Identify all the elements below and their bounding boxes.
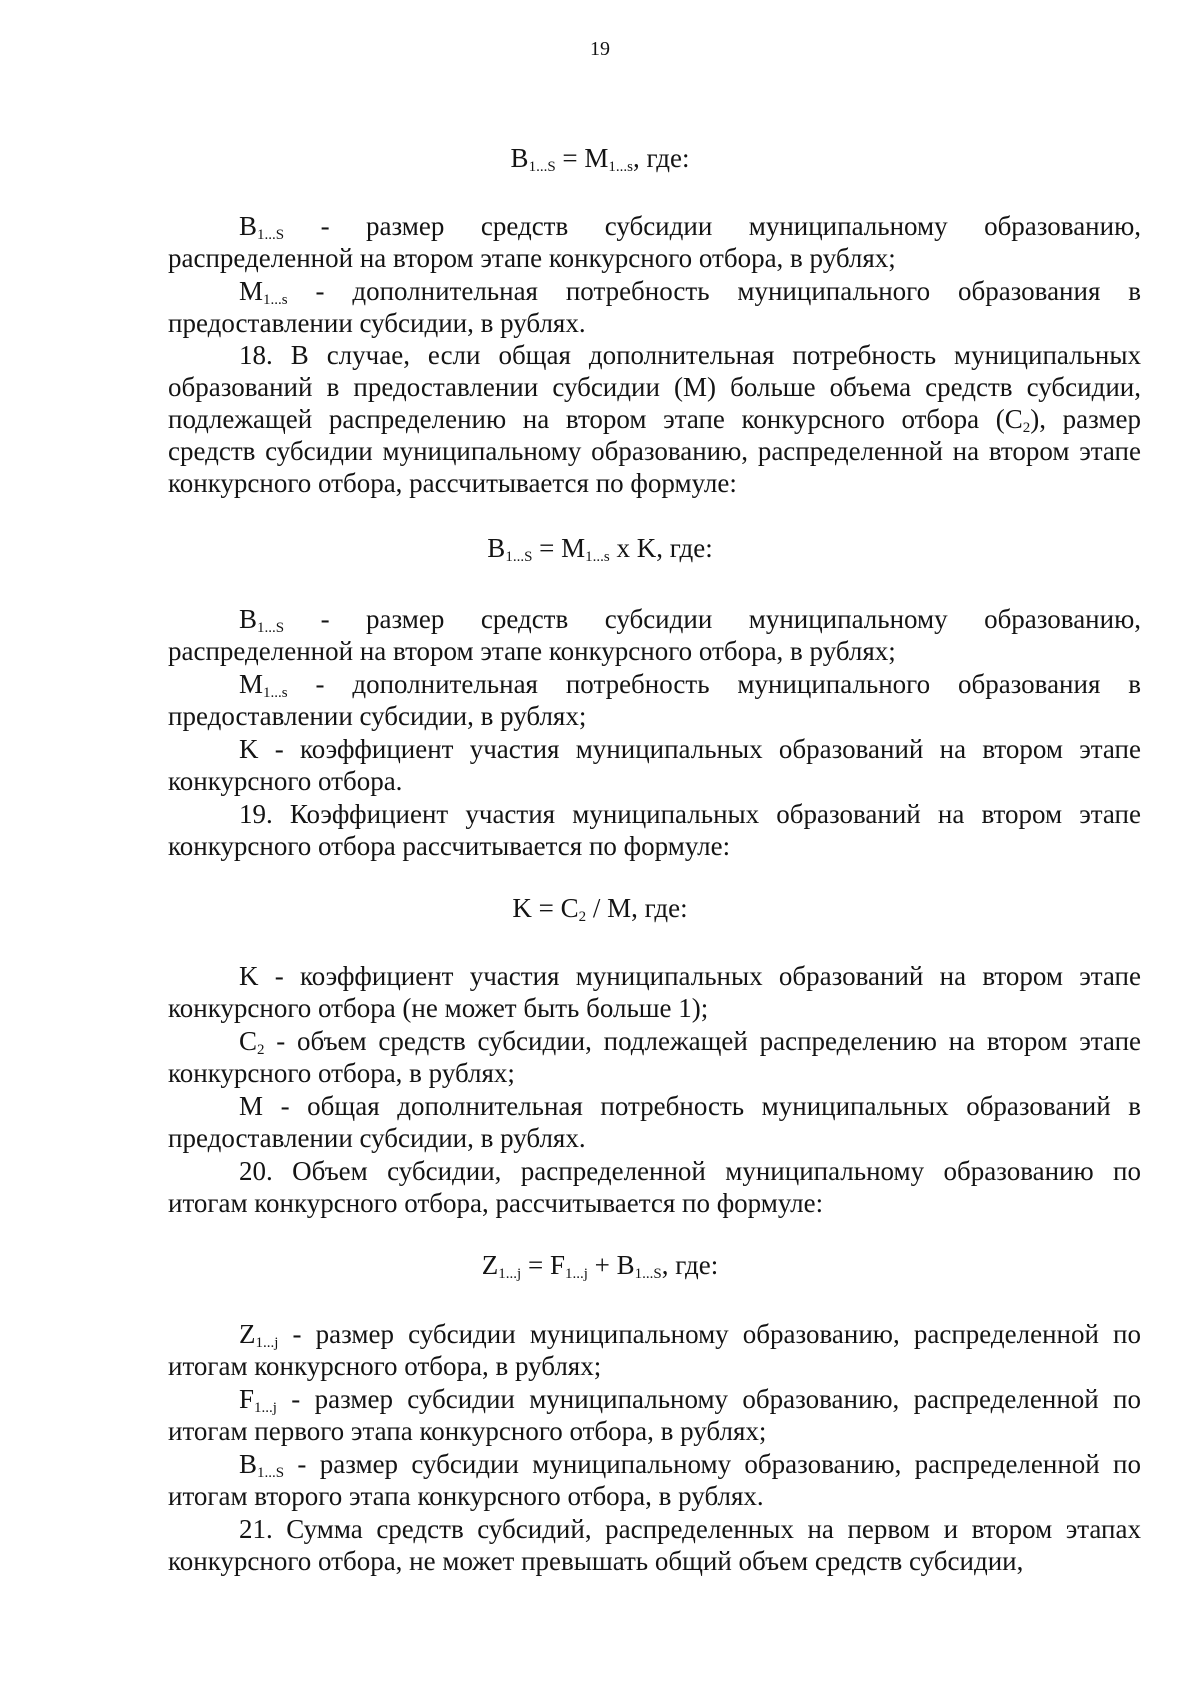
definition-m: M - общая дополнительная потребность муниципальных образований в предоставлении субсидии, в рублях. [168,1091,1141,1153]
paragraph-20: 20. Объем субсидии, распределенной муниципальному образованию по итогам конкурсного отбора, рассчитывается по формуле: [168,1156,1141,1218]
definition-c2: $C_2$ - объем средств субсидии, подлежащей распределению на втором этапе конкурсного отбора, в рублях; [168,1026,1141,1088]
definition-k: K - коэффициент участия муниципальных образований на втором этапе конкурсного отбора. [168,734,1141,796]
page-number: 19 [590,38,610,60]
paragraph-19: 19. Коэффициент участия муниципальных образований на втором этапе конкурсного отбора рассчитывается по формуле: [168,799,1141,861]
formula-k-equals-c2-over-m: $K = C_2 / M$, где: [512,893,688,925]
formula-b-equals-m-times-k: $B_{1...S} = M_{1...s}$ x K, где: [487,533,713,565]
formula-b-equals-m: $B_{1...S} = M_{1...s}$, где: [510,143,690,175]
definition-m1s: $M_{1...s}$ - дополнительная потребность муниципального образования в предоставлении субсидии, в рублях. [168,276,1141,338]
definition-b1s-third: $B_{1...S}$ - размер субсидии муниципальному образованию, распределенной по итогам второго этапа конкурсного отбора, в рублях. [168,1449,1141,1511]
paragraph-18: 18. В случае, если общая дополнительная потребность муниципальных образований в предоставлении субсидии (М) больше объема средств субсидии, подлежащей распределению на втором этапе конкурсного отбора $(С_2)$, размер средств субсидии муниципальному образованию, распределенной на втором этапе конкурсного отбора, рассчитывается по формуле: [168,340,1142,498]
definition-z1j: $Z_{1...j}$ - размер субсидии муниципальному образованию, распределенной по итогам конкурсного отбора, в рублях; [168,1319,1141,1381]
definition-b1s-second: $B_{1...S}$ - размер средств субсидии муниципальному образованию, распределенной на втором этапе конкурсного отбора, в рублях; [168,604,1141,666]
formula-z-equals-f-plus-b: $Z_{1...j} = F_{1...j} + B_{1...S}$, где: [481,1250,719,1282]
definition-b1s: $B_{1...S}$ - размер средств субсидии муниципальному образованию, распределенной на втором этапе конкурсного отбора, в рублях; [168,211,1141,273]
definition-f1j: $F_{1...j}$ - размер субсидии муниципальному образованию, распределенной по итогам первого этапа конкурсного отбора, в рублях; [168,1384,1141,1446]
definition-k-second: K - коэффициент участия муниципальных образований на втором этапе конкурсного отбора (не может быть больше 1); [168,961,1141,1023]
definition-m1s-second: $M_{1...s}$ - дополнительная потребность муниципального образования в предоставлении субсидии, в рублях; [168,669,1141,731]
paragraph-21: 21. Сумма средств субсидий, распределенных на первом и втором этапах конкурсного отбора, не может превышать общий объем средств субсидии, [168,1514,1141,1576]
